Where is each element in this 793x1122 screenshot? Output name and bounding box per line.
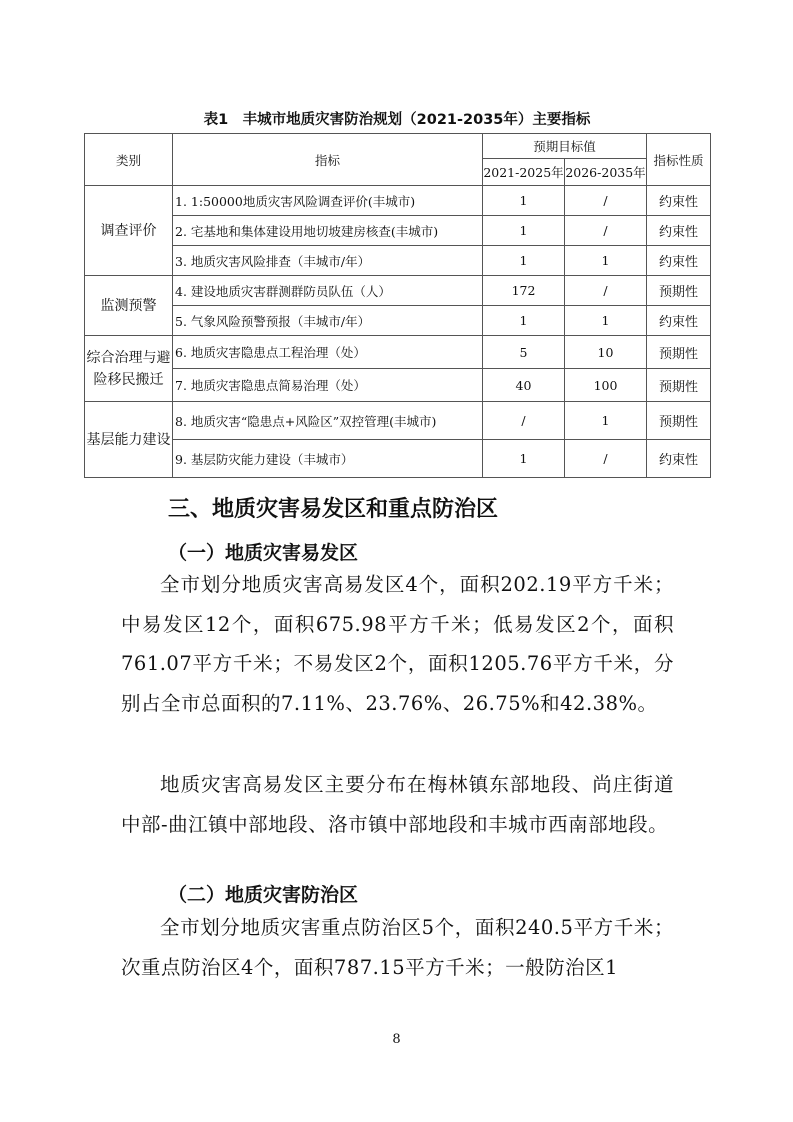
row-value-1: / [483, 402, 565, 440]
row-indicator: 8. 地质灾害“隐患点+风险区”双控管理(丰城市) [173, 402, 483, 440]
header-category: 类别 [85, 134, 173, 186]
row-value-2: 1 [565, 246, 647, 276]
row-indicator: 6. 地质灾害隐患点工程治理（处） [173, 336, 483, 369]
table-row [85, 246, 711, 276]
row-value-2: 100 [565, 369, 647, 402]
row-indicator: 4. 建设地质灾害群测群防员队伍（人） [173, 276, 483, 306]
row-nature: 约束性 [647, 440, 711, 478]
header-nature: 指标性质 [647, 134, 711, 186]
row-value-1: 172 [483, 276, 565, 306]
row-value-2: 1 [565, 402, 647, 440]
table-row [85, 369, 711, 402]
table-caption: 表1 丰城市地质灾害防治规划（2021-2035年）主要指标 [203, 112, 591, 128]
table-header-row [85, 134, 711, 159]
header-period-1: 2021-2025年 [483, 159, 565, 186]
table-row [85, 186, 711, 216]
row-indicator: 1. 1:50000地质灾害风险调查评价(丰城市) [173, 186, 483, 216]
table-row [85, 440, 711, 478]
category-governance: 综合治理与避险移民搬迁 [85, 336, 173, 402]
row-indicator: 7. 地质灾害隐患点简易治理（处） [173, 369, 483, 402]
table-row [85, 402, 711, 440]
row-nature: 约束性 [647, 306, 711, 336]
row-value-2: / [565, 440, 647, 478]
row-nature: 约束性 [647, 216, 711, 246]
row-indicator: 5. 气象风险预警预报（丰城市/年） [173, 306, 483, 336]
table-row [85, 306, 711, 336]
row-value-1: 1 [483, 306, 565, 336]
row-value-1: 40 [483, 369, 565, 402]
subsection-title-1: （一）地质灾害易发区 [168, 542, 359, 564]
row-value-2: / [565, 216, 647, 246]
row-nature: 预期性 [647, 336, 711, 369]
row-value-1: 1 [483, 186, 565, 216]
header-indicator: 指标 [173, 134, 483, 186]
row-nature: 预期性 [647, 276, 711, 306]
row-value-2: / [565, 186, 647, 216]
category-monitor: 监测预警 [85, 276, 173, 336]
row-value-2: 10 [565, 336, 647, 369]
table-row [85, 216, 711, 246]
row-value-1: 1 [483, 440, 565, 478]
table-row [85, 336, 711, 369]
table-row [85, 276, 711, 306]
row-value-1: 1 [483, 246, 565, 276]
row-value-2: 1 [565, 306, 647, 336]
row-nature: 约束性 [647, 246, 711, 276]
row-value-1: 5 [483, 336, 565, 369]
row-indicator: 3. 地质灾害风险排查（丰城市/年） [173, 246, 483, 276]
paragraph-1: 全市划分地质灾害高易发区4个，面积202.19平方千米；中易发区12个，面积675.98平方千米；低易发区2个，面积761.07平方千米；不易发区2个，面积1205.76平方千米，分别占全市总面积的7.11%、23.76%、26.75%和42.38%。 [121, 573, 674, 715]
subsection-title-2: （二）地质灾害防治区 [168, 884, 359, 906]
row-indicator: 9. 基层防灾能力建设（丰城市） [173, 440, 483, 478]
header-target-group: 预期目标值 [483, 134, 647, 159]
indicator-table [84, 133, 711, 478]
category-survey: 调查评价 [85, 186, 173, 276]
row-nature: 预期性 [647, 369, 711, 402]
row-indicator: 2. 宅基地和集体建设用地切坡建房核查(丰城市) [173, 216, 483, 246]
page-number: 8 [392, 1032, 401, 1047]
row-value-2: / [565, 276, 647, 306]
category-grassroots: 基层能力建设 [85, 402, 173, 478]
header-period-2: 2026-2035年 [565, 159, 647, 186]
row-nature: 预期性 [647, 402, 711, 440]
paragraph-2: 地质灾害高易发区主要分布在梅林镇东部地段、尚庄街道中部-曲江镇中部地段、洛市镇中部地段和丰城市西南部地段。 [121, 773, 674, 836]
row-value-1: 1 [483, 216, 565, 246]
row-nature: 约束性 [647, 186, 711, 216]
paragraph-3: 全市划分地质灾害重点防治区5个，面积240.5平方千米；次重点防治区4个，面积787.15平方千米；一般防治区1 [121, 916, 674, 979]
section-title: 三、地质灾害易发区和重点防治区 [168, 497, 499, 522]
